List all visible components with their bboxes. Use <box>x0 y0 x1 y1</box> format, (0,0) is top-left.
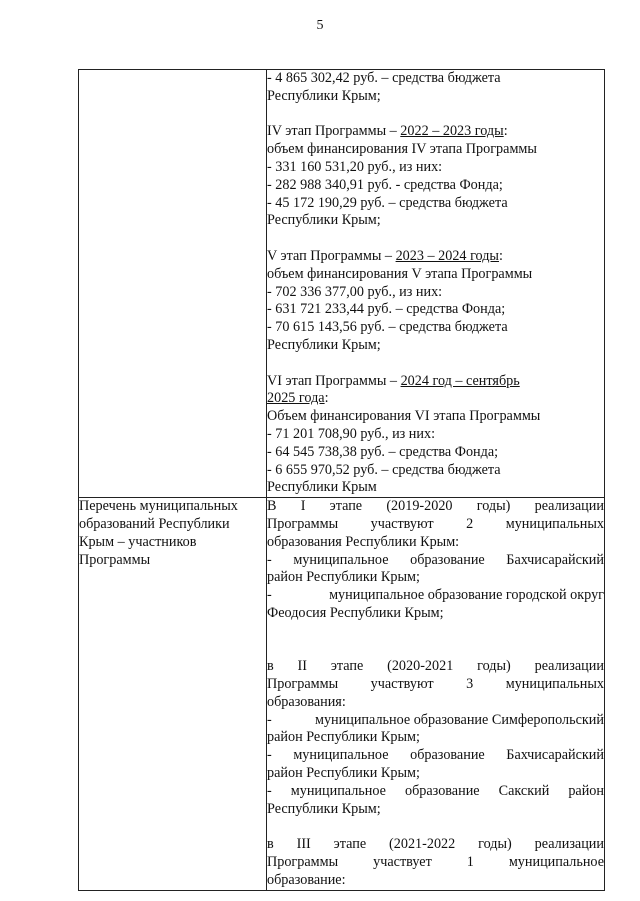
justified-line: - муниципальное образование Симферопольский <box>267 711 604 728</box>
stage-5-period: 2023 – 2024 годы <box>395 247 499 264</box>
stage-4-period: 2022 – 2023 годы <box>400 123 504 140</box>
text-line: - 64 545 738,38 руб. – средства Фонда; <box>267 443 499 460</box>
passport-table <box>78 69 605 891</box>
text-line: - 4 865 302,42 руб. – средства бюджета <box>267 70 501 86</box>
left-cell-empty <box>79 70 267 498</box>
text-line: Объем финансирования VI этапа Программы <box>267 408 541 425</box>
label-line: Крым – участников <box>79 533 197 550</box>
label-line: Программы <box>79 551 151 568</box>
justified-line: в II этапе (2020-2021 годы) реализации <box>267 658 604 675</box>
text-line: Республики Крым; <box>267 212 381 229</box>
text-line: - 45 172 190,29 руб. – средства бюджета <box>267 194 508 211</box>
justified-line: в III этапе (2021-2022 годы) реализации <box>267 836 604 853</box>
table-row-municipalities <box>79 498 605 891</box>
stage-6-title: VI этап Программы – 2024 год – сентябрь <box>267 372 520 389</box>
stage-6-period-line-1: 2024 год – сентябрь <box>400 372 520 389</box>
text-line: Республики Крым; <box>267 336 381 353</box>
stage-5-title: V этап Программы – 2023 – 2024 годы: <box>267 247 503 264</box>
text-line: - 631 721 233,44 руб. – средства Фонда; <box>267 301 506 318</box>
stage-4-title: IV этап Программы – 2022 – 2023 годы: <box>267 123 508 140</box>
text-line: образования: <box>267 693 346 710</box>
text-line: объем финансирования IV этапа Программы <box>267 141 537 158</box>
text-line: - 70 615 143,56 руб. – средства бюджета <box>267 319 508 336</box>
text-line: район Республики Крым; <box>267 569 420 586</box>
municipalities-cell <box>267 498 605 891</box>
text-line: Республики Крым; <box>267 87 381 104</box>
text-line: - 282 988 340,91 руб. - средства Фонда; <box>267 176 503 193</box>
justified-line: Программы участвует 1 муниципальное <box>267 854 604 871</box>
justified-line: Программы участвуют 2 муниципальных <box>267 515 604 532</box>
text-line: объем финансирования V этапа Программы <box>267 265 533 282</box>
justified-line: - муниципальное образование Бахчисарайский <box>267 551 604 568</box>
text-line: - 331 160 531,20 руб., из них: <box>267 158 443 175</box>
page-number: 5 <box>316 18 324 33</box>
justified-line: - муниципальное образование Сакский район <box>267 782 604 799</box>
text-line: Республики Крым <box>267 479 377 496</box>
text-line: Республики Крым; <box>267 800 381 817</box>
label-line: Перечень муниципальных <box>79 498 238 515</box>
text-line: образование: <box>267 871 346 888</box>
stage-6-period-line-2: 2025 года <box>267 390 325 407</box>
label-line: образований Республики <box>79 515 230 532</box>
justified-line: - муниципальное образование городской округ <box>267 587 604 604</box>
justified-line: В I этапе (2019-2020 годы) реализации <box>267 498 604 515</box>
text-line: - 71 201 708,90 руб., из них: <box>267 425 436 442</box>
text-line: район Республики Крым; <box>267 765 420 782</box>
municipalities-label-cell <box>79 498 267 891</box>
text-line: образования Республики Крым: <box>267 533 460 550</box>
justified-line: - муниципальное образование Бахчисарайский <box>267 747 604 764</box>
table-row-financing <box>79 70 605 498</box>
justified-line: Программы участвуют 3 муниципальных <box>267 676 604 693</box>
financing-cell: - 4 865 302,42 руб. – средства бюджета Республики Крым; IV этап Программы – 2022 – 2023 годы: объем финансирования IV этапа Программы - 331 160 531,20 руб., из них: - 282 988 340,91 руб. - средства Фонда; - 45 172 190,29 руб. – средства бюджета Республики Крым; V этап Программы – 2023 – 2024 годы: объем финансирования V этапа Программы - 702 336 377,00 руб., из них: - 631 721 233,44 руб. – средства Фонда; - 70 615 143,56 руб. – средства бюджета Республики Крым; VI этап Программы – 2024 год – сентябрь 2025 года: Объем финансирования VI этапа Программы - 71 201 708,90 руб., из них: - 64 545 738,38 руб. – средства Фонда; - 6 655 970,52 руб. – средства бюджета Республики Крым <box>267 70 605 498</box>
text-line: - 702 336 377,00 руб., из них: <box>267 283 443 300</box>
text-line: - 6 655 970,52 руб. – средства бюджета <box>267 461 501 478</box>
text-line: Феодосия Республики Крым; <box>267 604 444 621</box>
text-line: район Республики Крым; <box>267 729 420 746</box>
